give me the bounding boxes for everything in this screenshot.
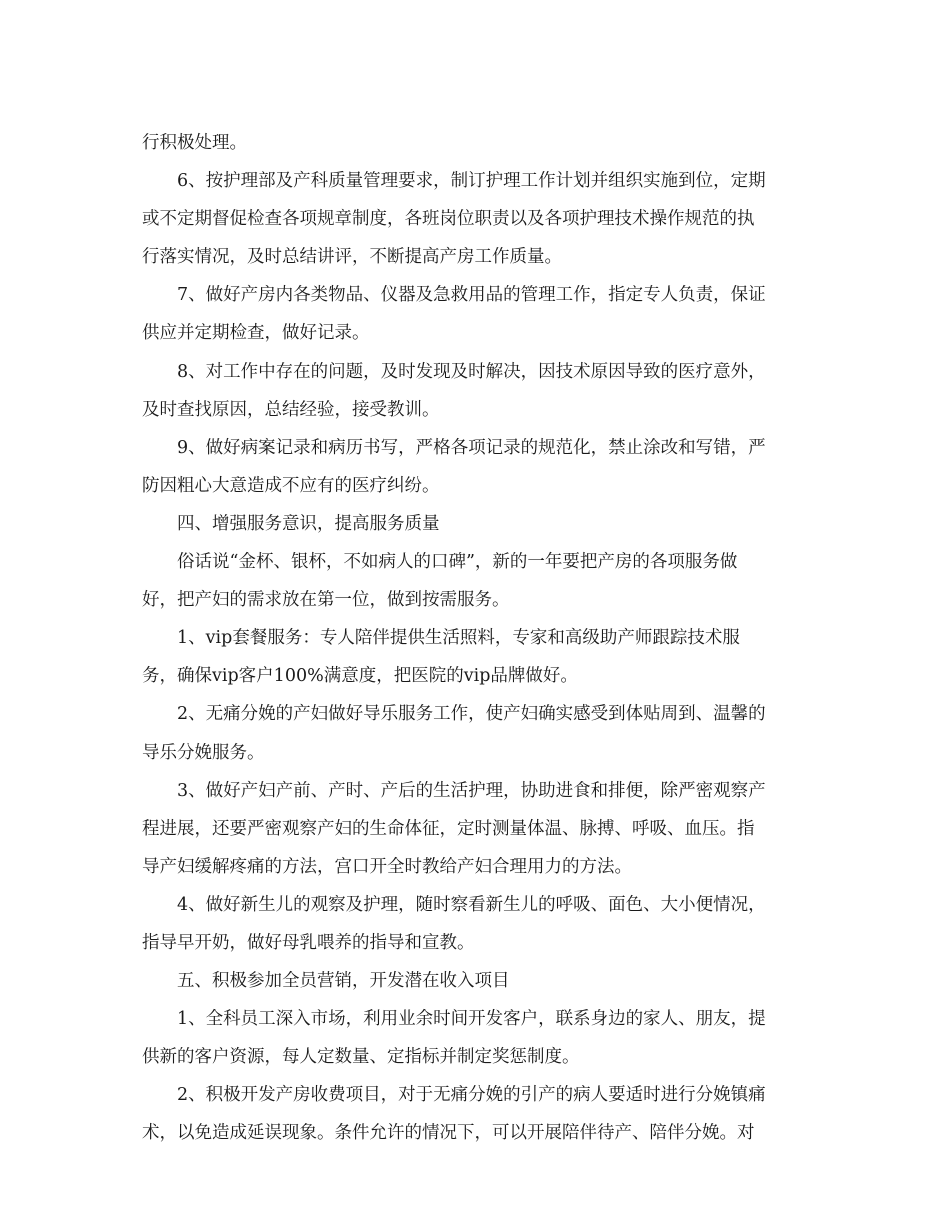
paragraph-first-line: 2、无痛分娩的产妇做好导乐服务工作，使产妇确实感受到体贴周到、温馨的 <box>177 704 766 725</box>
paragraph-line: 指导早开奶，做好母乳喂养的指导和宣教。 <box>142 932 475 953</box>
paragraph-first-line: 四、增强服务意识，提高服务质量 <box>177 513 440 534</box>
paragraph-first-line: 3、做好产妇产前、产时、产后的生活护理，协助进食和排便，除严密观察产 <box>177 780 766 801</box>
paragraph-line: 防因粗心大意造成不应有的医疗纠纷。 <box>142 475 440 496</box>
paragraph-first-line: 6、按护理部及产科质量管理要求，制订护理工作计划并组织实施到位，定期 <box>177 171 766 192</box>
paragraph-first-line: 1、全科员工深入市场，利用业余时间开发客户，联系身边的家人、朋友，提 <box>177 1009 766 1030</box>
paragraph-first-line: 2、积极开发产房收费项目，对于无痛分娩的引产的病人要适时进行分娩镇痛 <box>177 1085 766 1106</box>
paragraph-line: 好，把产妇的需求放在第一位，做到按需服务。 <box>142 590 510 611</box>
paragraph-line: 导产妇缓解疼痛的方法，宫口开全时教给产妇合理用力的方法。 <box>142 856 632 877</box>
paragraph-first-line: 五、积极参加全员营销，开发潜在收入项目 <box>177 971 510 992</box>
paragraph-first-line: 1、vip套餐服务：专人陪伴提供生活照料，专家和高级助产师跟踪技术服 <box>177 628 740 649</box>
paragraph-line: 或不定期督促检查各项规章制度，各班岗位职责以及各项护理技术操作规范的执 <box>142 209 755 230</box>
paragraph-first-line: 4、做好新生儿的观察及护理，随时察看新生儿的呼吸、面色、大小便情况， <box>177 894 766 915</box>
paragraph-line: 行落实情况，及时总结讲评，不断提高产房工作质量。 <box>142 247 562 268</box>
paragraph-line: 供新的客户资源，每人定数量、定指标并制定奖惩制度。 <box>142 1047 580 1068</box>
paragraph-line: 导乐分娩服务。 <box>142 742 265 763</box>
paragraph-line: 行积极处理。 <box>142 133 247 153</box>
paragraph-line: 务，确保vip客户100%满意度，把医院的vip品牌做好。 <box>142 666 578 687</box>
paragraph-line: 术，以免造成延误现象。条件允许的情况下，可以开展陪伴待产、陪伴分娩。对 <box>142 1123 755 1144</box>
paragraph-line: 供应并定期检查，做好记录。 <box>142 323 370 344</box>
paragraph-line: 程进展，还要严密观察产妇的生命体征，定时测量体温、脉搏、呼吸、血压。指 <box>142 818 755 839</box>
paragraph-first-line: 8、对工作中存在的问题，及时发现及时解决，因技术原因导致的医疗意外， <box>177 361 766 382</box>
paragraph-first-line: 7、做好产房内各类物品、仪器及急救用品的管理工作，指定专人负责，保证 <box>177 285 766 306</box>
document-body <box>142 124 808 1153</box>
paragraph-line: 及时查找原因，总结经验，接受教训。 <box>142 399 440 420</box>
paragraph-first-line: 俗话说“金杯、银杯，不如病人的口碑”，新的一年要把产房的各项服务做 <box>177 552 738 573</box>
paragraph-first-line: 9、做好病案记录和病历书写，严格各项记录的规范化，禁止涂改和写错，严 <box>177 437 766 458</box>
